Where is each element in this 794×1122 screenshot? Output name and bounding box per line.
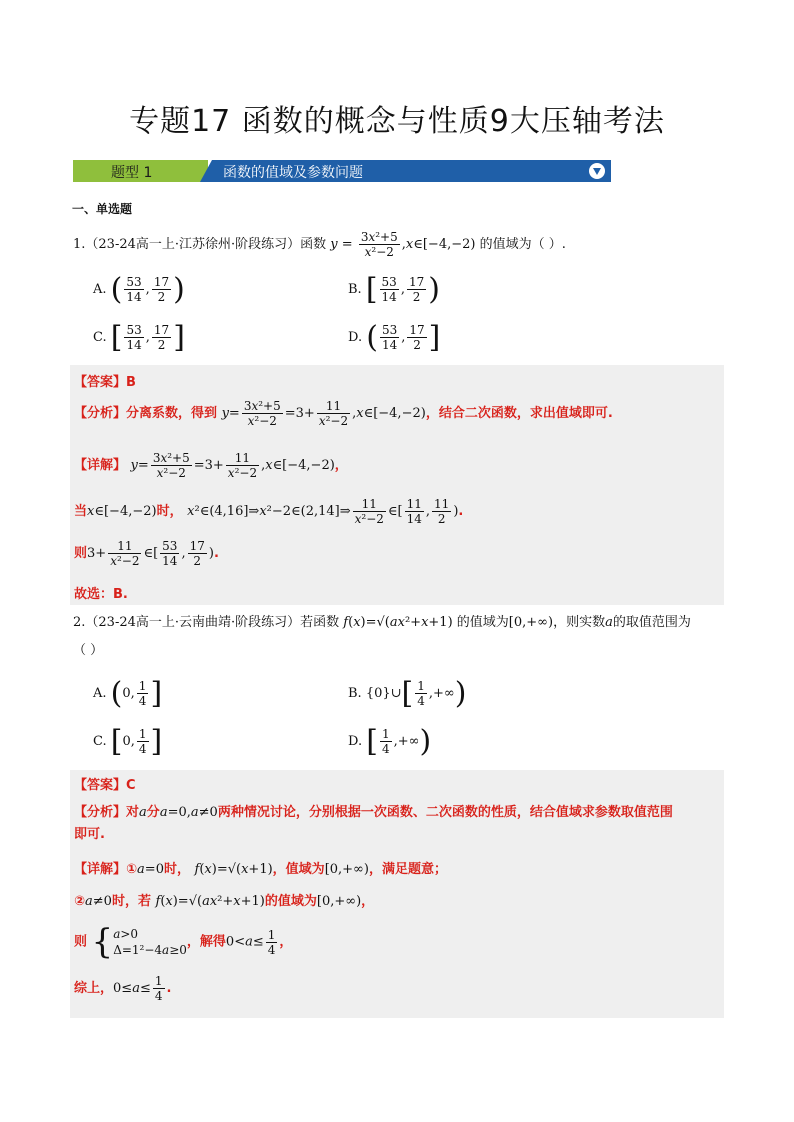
q2-summary: 综上，0≤a≤ $\frac{1}{4}$ . (74, 974, 172, 1003)
q2-option-d[interactable]: D. [ $\frac{1}{4}$ ,+∞) (348, 724, 432, 759)
q1-answer-box (70, 365, 724, 605)
q2-option-b[interactable]: B. {0}∪[ $\frac{1}{4}$ ,+∞) (348, 676, 467, 711)
q1-detail: 【详解】 y= $\frac{\text{3x²+5}}{\text{x²−2}}$ =3+ $\frac{11}{\text{x²−2}}$ ,x∈[−4,−2)， (74, 451, 348, 480)
q2-analysis: 【分析】对a分a=0,a≠0两种情况讨论，分别根据一次函数、二次函数的性质，结合值域求参数取值范围 即可. (74, 805, 673, 842)
q2-answer-box (70, 770, 724, 1018)
q1-option-b[interactable]: B. [ $\frac{53}{14}$ , $\frac{17}{2}$ ) (348, 272, 440, 307)
banner-tag: 题型 1 (111, 165, 153, 181)
q1-option-d[interactable]: D. ( $\frac{53}{14}$ , $\frac{17}{2}$ ] (348, 320, 441, 355)
question-1: 1.（23-24高一上·江苏徐州·阶段练习）函数 y = $\frac{\text{3x²+5}}{\text{x²−2}}$ ,x∈[−4,−2) 的值域为（ ）. (73, 230, 566, 259)
q1-option-a[interactable]: A. ( $\frac{53}{14}$ , $\frac{17}{2}$ ) (93, 272, 185, 307)
q1-detail-result: 则3+ $\frac{11}{\text{x²−2}}$ ∈[ $\frac{53}{14}$ , $\frac{17}{2}$ ). (74, 539, 219, 568)
chevron-down-icon[interactable] (589, 163, 605, 179)
q2-option-a[interactable]: A. (0, $\frac{1}{4}$ ] (93, 676, 163, 711)
topic-banner (73, 160, 611, 182)
q1-analysis: 【分析】分离系数，得到 y= $\frac{\text{3x²+5}}{\text{x²−2}}$ =3+ $\frac{11}{\text{x²−2}}$ ,x∈[−4,−2)，结合二次函数，求出值域即可. (74, 399, 613, 428)
page-title: 专题17 函数的概念与性质9大压轴考法 (129, 104, 665, 139)
q1-choice: 故选：B. (74, 587, 128, 602)
banner-topic: 函数的值域及参数问题 (223, 165, 363, 181)
section-heading: 一、单选题 (72, 202, 133, 216)
q1-option-c[interactable]: C. [ $\frac{53}{14}$ , $\frac{17}{2}$ ] (93, 320, 185, 355)
q1-detail-step: 当x∈[−4,−2)时， x²∈(4,16]⇒x²−2∈(2,14]⇒ $\frac{11}{\text{x²−2}}$ ∈[ $\frac{11}{14}$ , $\frac{11}{2}$ ). (74, 497, 464, 526)
q2-detail-system: 则 {a>0 Δ=1²−4a≥0，解得0<a≤ $\frac{1}{4}$ ， (74, 922, 293, 962)
q2-detail-case1: 【详解】①a=0时， f(x)=√(x+1)，值域为[0,+∞)，满足题意； (74, 862, 447, 877)
q2-option-c[interactable]: C. [0, $\frac{1}{4}$ ] (93, 724, 163, 759)
q2-detail-case2: ②a≠0时，若 f(x)=√(ax²+x+1)的值域为[0,+∞)， (74, 894, 375, 909)
question-2: 2.（23-24高一上·云南曲靖·阶段练习）若函数 f(x)=√(ax²+x+1) 的值域为[0,+∞)，则实数a的取值范围为 （ ） (73, 615, 691, 658)
q1-answer: 【答案】B (74, 375, 136, 390)
q2-answer: 【答案】C (74, 778, 136, 793)
